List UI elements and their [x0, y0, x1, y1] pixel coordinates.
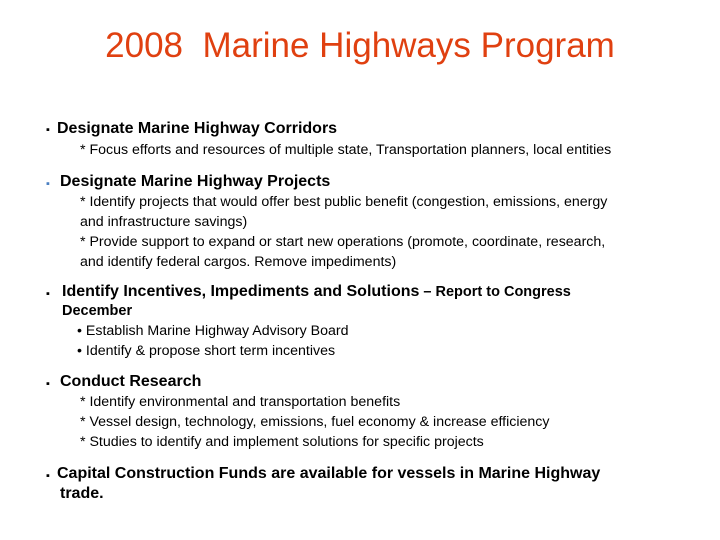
detail-line: * Vessel design, technology, emissions, fuel economy & increase efficiency: [80, 414, 550, 430]
detail-line: and infrastructure savings): [80, 214, 248, 230]
section-heading-research: Conduct Research: [60, 373, 202, 390]
section-details-projects: [80, 192, 607, 272]
detail-line: * Studies to identify and implement solutions for specific projects: [80, 434, 484, 450]
detail-line: * Provide support to expand or start new operations (promote, coordinate, research,: [80, 234, 606, 250]
slide-title: 2008 Marine Highways Program: [105, 26, 615, 65]
section-details-incentives: [77, 321, 349, 361]
heading-line2: December: [62, 303, 133, 319]
square-bullet-icon: ▪: [46, 124, 50, 136]
square-bullet-blue-icon: ▪: [46, 178, 50, 190]
section-heading-incentives: [62, 283, 571, 301]
section-heading-corridors: Designate Marine Highway Corridors: [57, 120, 338, 137]
detail-line: * Identify environmental and transportation benefits: [80, 394, 401, 410]
heading-suffix: – Report to Congress: [419, 284, 571, 300]
section-details-corridors: [80, 140, 611, 160]
section-heading-projects: Designate Marine Highway Projects: [60, 173, 331, 190]
square-bullet-icon: ▪: [46, 378, 50, 390]
detail-line: • Identify & propose short term incentives: [77, 343, 336, 359]
detail-line: • Establish Marine Highway Advisory Board: [77, 323, 349, 339]
section-details-research: [80, 392, 550, 452]
square-bullet-icon: ▪: [46, 288, 50, 300]
heading-main: Identify Incentives, Impediments and Solutions: [62, 283, 420, 300]
section-heading-funds: Capital Construction Funds are available for vessels in Marine Highway: [57, 465, 601, 482]
detail-line: and identify federal cargos. Remove impediments): [80, 254, 397, 270]
square-bullet-icon: ▪: [46, 470, 50, 482]
detail-line: * Focus efforts and resources of multiple state, Transportation planners, local entities: [80, 142, 612, 158]
detail-line: * Identify projects that would offer best public benefit (congestion, emissions, energy: [80, 194, 608, 210]
heading-line2: trade.: [60, 485, 104, 502]
